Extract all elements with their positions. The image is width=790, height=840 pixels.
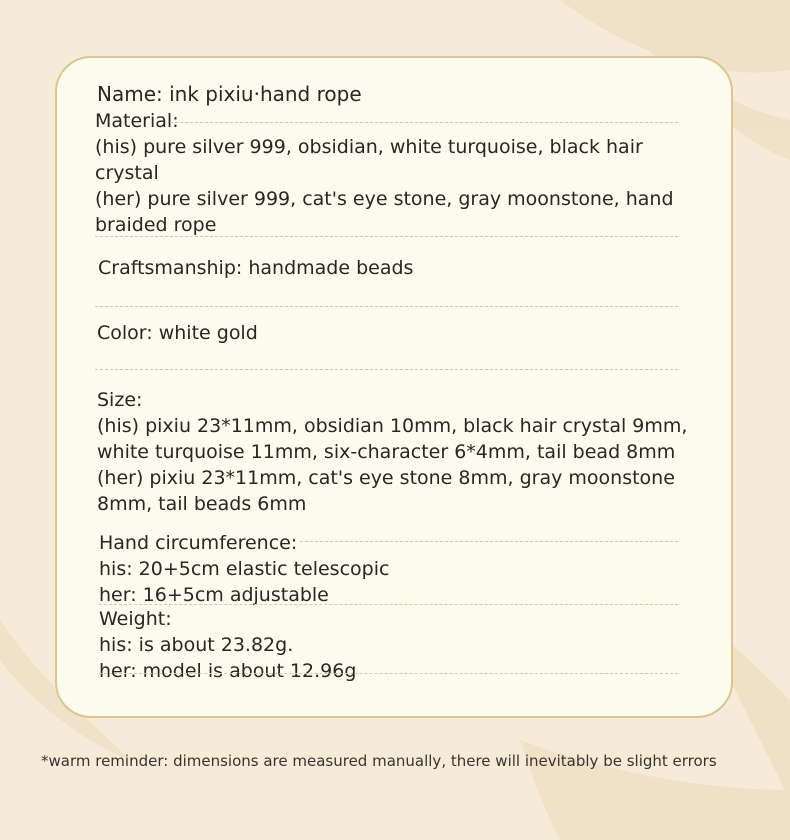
size-line-4: 8mm, tail beads 6mm (97, 493, 307, 515)
size-line-1: (his) pixiu 23*11mm, obsidian 10mm, black hair crystal 9mm, (97, 415, 688, 437)
divider (300, 541, 678, 542)
size-line-3: (her) pixiu 23*11mm, cat's eye stone 8mm, gray moonstone (97, 467, 675, 489)
weight-his: his: is about 23.82g. (99, 634, 294, 656)
material-her-line-2: braided rope (95, 214, 217, 236)
divider (95, 236, 678, 237)
size-line-2: white turquoise 11mm, six-character 6*4mm, tail bead 8mm (97, 441, 676, 463)
material-her-line-1: (her) pure silver 999, cat's eye stone, gray moonstone, hand (95, 188, 674, 210)
product-name: Name: ink pixiu·hand rope (97, 82, 362, 106)
hand-her: her: 16+5cm adjustable (99, 584, 329, 606)
divider (95, 306, 678, 307)
material-his-line-1: (his) pure silver 999, obsidian, white turquoise, black hair (95, 136, 643, 158)
divider (170, 122, 678, 123)
hand-circumference-title: Hand circumference: (99, 532, 298, 554)
size-title: Size: (97, 389, 143, 411)
divider (95, 369, 678, 370)
divider (99, 673, 678, 674)
material-his-line-2: crystal (95, 162, 159, 184)
hand-his: his: 20+5cm elastic telescopic (99, 558, 390, 580)
warm-reminder-footnote: *warm reminder: dimensions are measured manually, there will inevitably be slight errors (41, 752, 717, 770)
color: Color: white gold (97, 322, 258, 344)
weight-title: Weight: (99, 608, 172, 630)
material-title: Material: (95, 110, 179, 132)
craftsmanship: Craftsmanship: handmade beads (98, 257, 414, 279)
weight-her: her: model is about 12.96g (99, 660, 357, 682)
divider (99, 604, 678, 605)
